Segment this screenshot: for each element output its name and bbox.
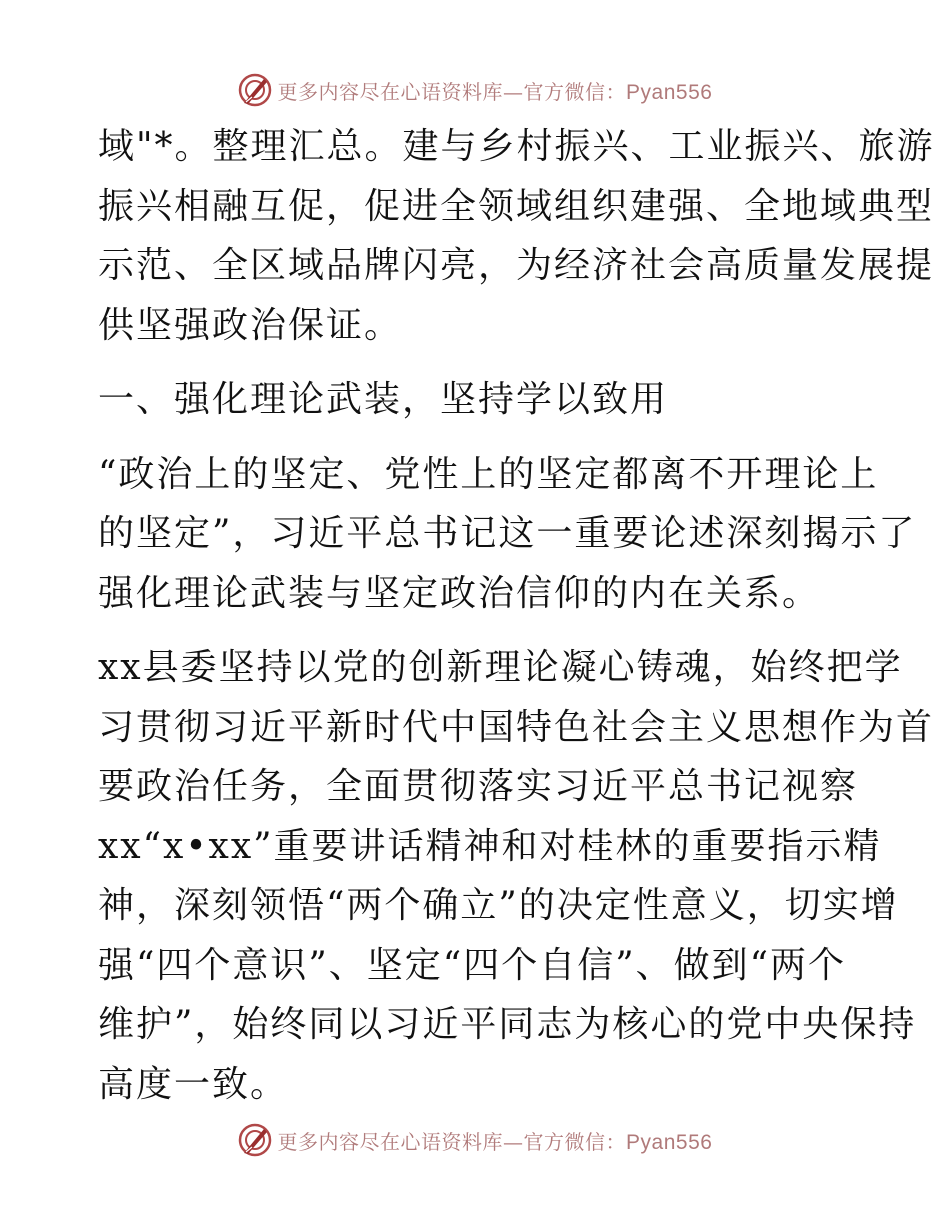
paragraph-county [98,638,935,1114]
text-line: 的坚定”，习近平总书记这一重要论述深刻揭示了 [98,513,917,554]
watermark-wechat-id: Pyan556 [626,1130,713,1154]
watermark-text: 更多内容尽在心语资料库—官方微信： [277,1129,627,1154]
quill-logo-icon [238,73,272,107]
text-line: xx“x•xx”重要讲话精神和对桂林的重要指示精 [98,825,882,867]
text-line: 要政治任务，全面贯彻落实习近平总书记视察 [98,766,859,807]
text-line: 维护”，始终同以习近平同志为核心的党中央保持 [98,1004,917,1045]
text-line: xx县委坚持以党的创新理论凝心铸魂，始终把学 [98,647,903,688]
quill-logo-icon [238,1123,272,1157]
text-line: 振兴相融互促，促进全领域组织建强、全地域典型 [98,185,935,227]
text-line: 供坚强政治保证。 [98,304,403,346]
watermark-header [0,70,950,110]
section-heading [98,370,858,430]
text-line: 示范、全区域品牌闪亮，为经济社会高质量发展提 [98,245,935,286]
text-line: 高度一致。 [98,1063,289,1105]
text-line: 习贯彻习近平新时代中国特色社会主义思想作为首 [98,706,935,748]
text-line: 域"*。整理汇总。建与乡村振兴、工业振兴、旅游 [98,126,935,167]
watermark-text: 更多内容尽在心语资料库—官方微信： [277,79,627,104]
paragraph-quote [98,445,917,624]
text-line: 强化理论武装与坚定政治信仰的内在关系。 [98,572,821,614]
text-line: “政治上的坚定、党性上的坚定都离不开理论上 [98,453,879,495]
watermark-wechat-id: Pyan556 [626,80,713,104]
text-line: 强“四个意识”、坚定“四个自信”、做到“两个 [98,944,847,986]
watermark-footer [0,1120,950,1160]
paragraph-intro [98,117,935,355]
section-heading-text: 一、强化理论武装，坚持学以致用 [98,379,669,420]
text-line: 神，深刻领悟“两个确立”的决定性意义，切实增 [98,885,899,926]
document-body [98,117,935,1114]
